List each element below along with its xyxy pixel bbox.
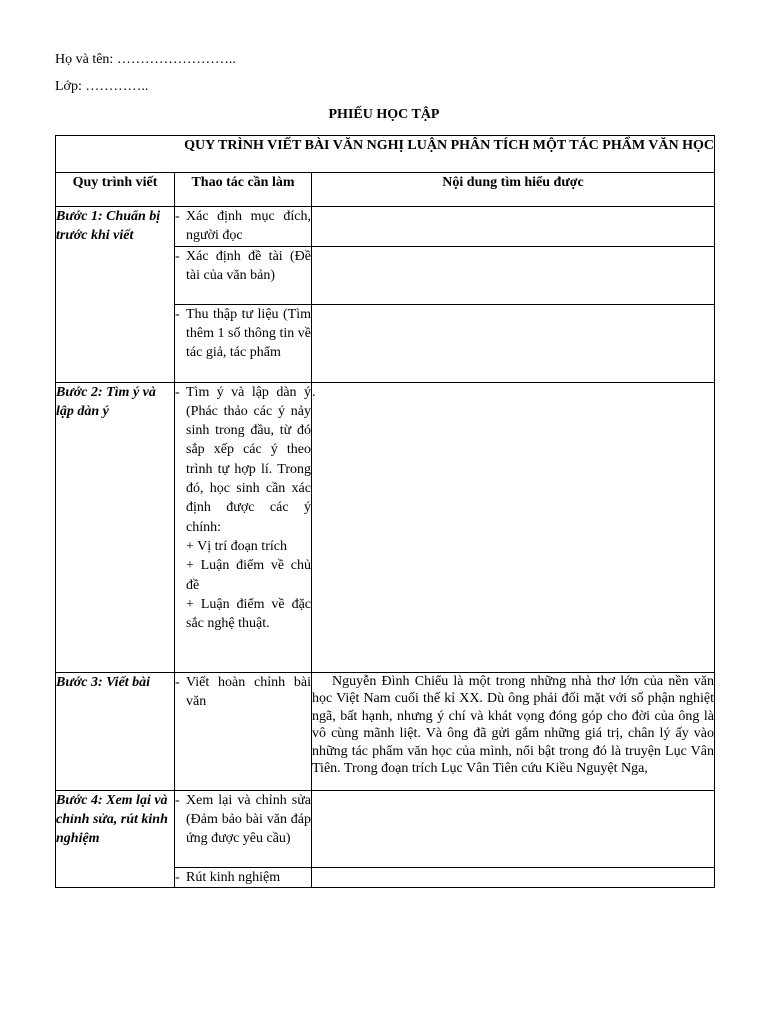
step4-content-1 (312, 790, 715, 867)
step1-label: Bước 1: Chuẩn bị trước khi viết (56, 207, 175, 383)
step2-action: - Tìm ý và lập dàn ý (Phác thảo các ý nảy sinh trong đầu, từ đó sắp xếp các ý theo trình tự hợp lí. Trong đó, học sinh cần xác định được các ý chính: + Vị trí đoạn trích + Luận điểm về chủ đề + Luận điểm về đặc sắc nghệ thuật. (175, 382, 312, 672)
step1-content-3 (312, 304, 715, 382)
step2-label: Bước 2: Tìm ý và lập dàn ý (56, 382, 175, 672)
step1-action-1: - Xác định mục đích, người đọc (175, 207, 312, 247)
step3-content-text: Nguyễn Đình Chiểu là một trong những nhà thơ lớn của nền văn học Việt Nam cuối thế kỉ XX. Dù ông phải đối mặt với số phận nghiệt ngã, bất hạnh, nhưng ý chí và khát vọng đóng góp cho đời của ông là vô cùng mãnh liệt. Và ông đã gửi gắm những giá trị, chân lý ấy vào những tác phẩm văn học của mình, nổi bật trong đó là truyện Lục Vân Tiên. Trong đoạn trích Lục Vân Tiên cứu Kiều Nguyệt Nga, (312, 673, 715, 777)
step3-content (312, 672, 715, 790)
step4-label: Bước 4: Xem lại và chỉnh sửa, rút kinh nghiệm (56, 790, 175, 887)
step4-action-2-text: Rút kinh nghiệm (186, 869, 281, 885)
step2-action-text: Tìm ý và lập dàn ý (Phác thảo các ý nảy sinh trong đầu, từ đó sắp xếp các ý theo trình tự hợp lí. Trong đó, học sinh cần xác định được các ý chính: (186, 384, 311, 535)
step3-action: - Viết hoàn chỉnh bài văn (175, 672, 312, 790)
step3-action-text: Viết hoàn chỉnh bài văn (186, 674, 311, 709)
student-name-line: Họ và tên: …………………….. (55, 52, 236, 67)
step1-action-2-text: Xác định đề tài (Đề tài của văn bản) (186, 248, 311, 283)
step1-action-3: - Thu thập tư liệu (Tìm thêm 1 số thông tin về tác giả, tác phẩm (175, 304, 312, 382)
step4-content-2 (312, 867, 715, 887)
step2-subpoint-2: + Luận điểm về chủ đề (186, 558, 311, 593)
step1-action-2: - Xác định đề tài (Đề tài của văn bản) (175, 246, 312, 304)
worksheet-title: PHIẾU HỌC TẬP (328, 107, 440, 122)
class-line: Lớp: ………….. (55, 79, 149, 94)
column-header-process: Quy trình viết (56, 173, 175, 207)
column-header-content: Nội dung tìm hiểu được (312, 173, 715, 207)
step4-action-1-text: Xem lại và chỉnh sửa (Đảm bảo bài văn đáp ứng được yêu cầu) (186, 792, 311, 847)
step1-action-3-text: Thu thập tư liệu (Tìm thêm 1 số thông tin về tác giả, tác phẩm (186, 306, 311, 361)
step3-label: Bước 3: Viết bài (56, 672, 175, 790)
column-header-actions: Thao tác cần làm (175, 173, 312, 207)
writing-process-table (55, 135, 715, 888)
step2-content: . (312, 382, 715, 672)
step1-content-2 (312, 246, 715, 304)
step2-subpoint-3: + Luận điểm về đặc sắc nghệ thuật. (186, 596, 311, 632)
step4-action-1: - Xem lại và chỉnh sửa (Đảm bảo bài văn đáp ứng được yêu cầu) (175, 790, 312, 867)
step1-action-1-text: Xác định mục đích, người đọc (186, 209, 311, 244)
table-title: QUY TRÌNH VIẾT BÀI VĂN NGHỊ LUẬN PHÂN TÍCH MỘT TÁC PHẨM VĂN HỌC (56, 136, 715, 173)
step1-content-1 (312, 207, 715, 247)
step4-action-2: - Rút kinh nghiệm (175, 867, 312, 887)
step2-subpoint-1: + Vị trí đoạn trích (186, 538, 287, 554)
